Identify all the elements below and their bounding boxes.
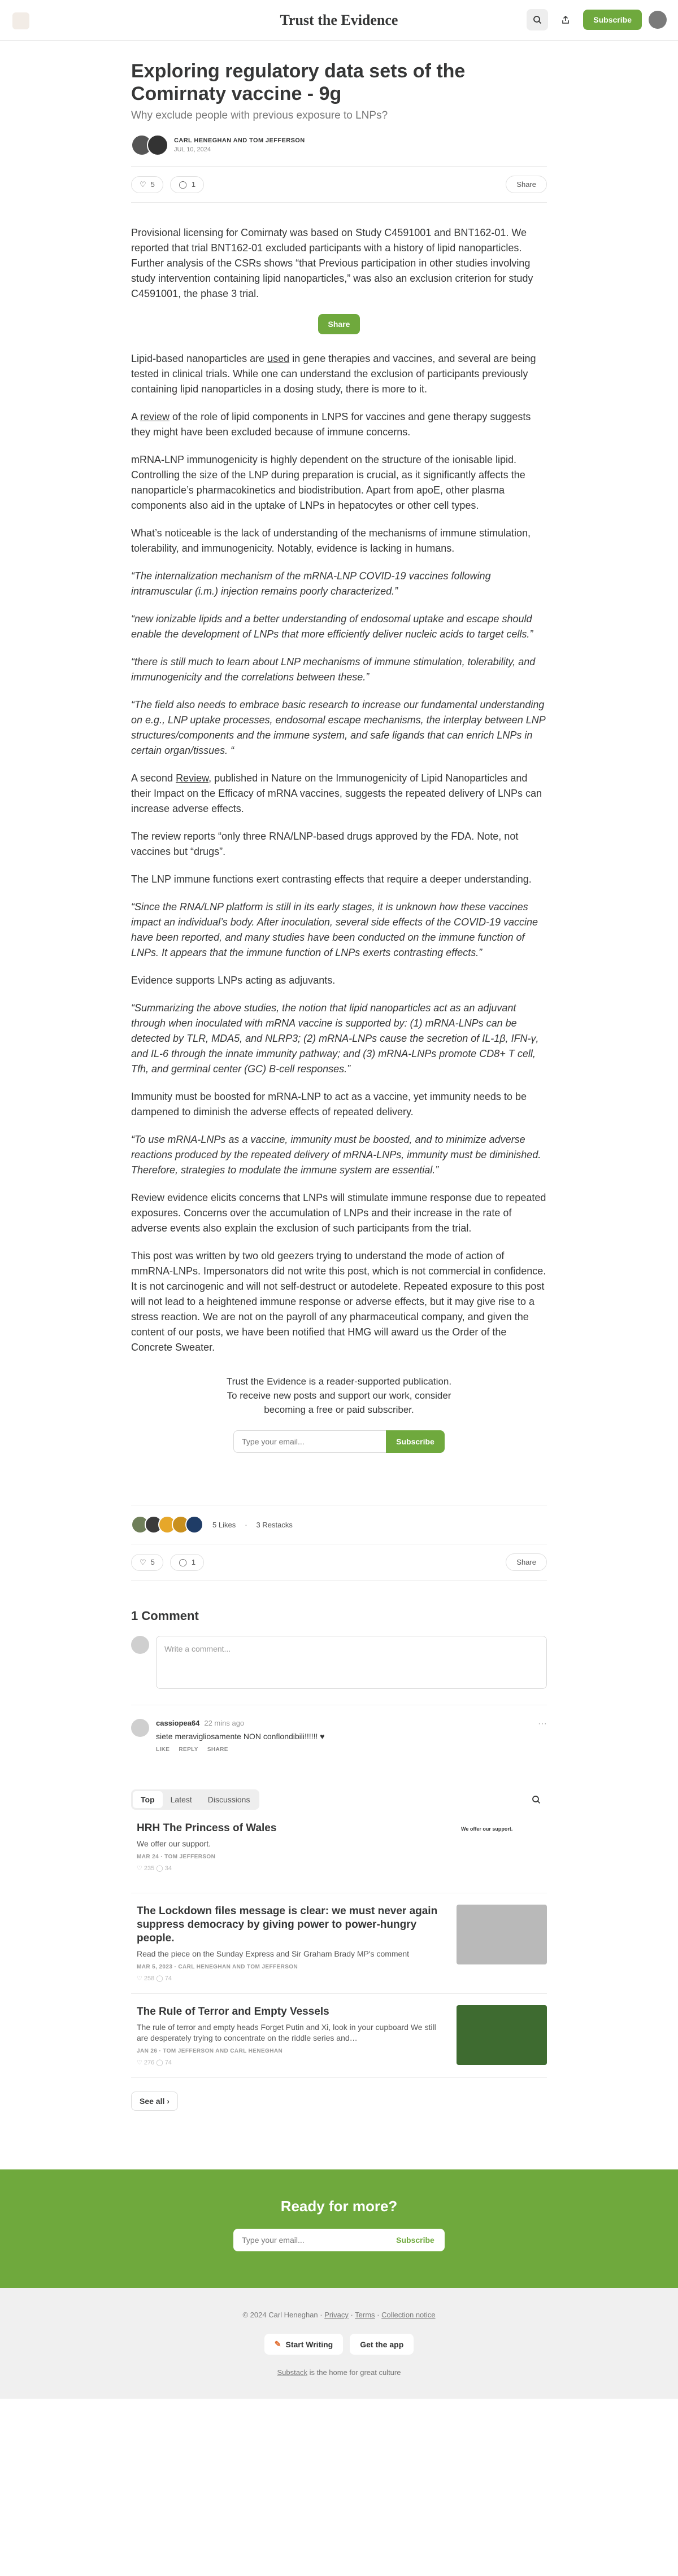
used-link[interactable]: used: [267, 353, 290, 364]
quote: “Since the RNA/LNP platform is still in its early stages, it is unknown how these vaccines impact an individual’s body. After inoculation, several side effects of the COVID-19 vaccine have been reported, and many studies have been conducted on the immune function of LNPs. It appears that the immune function of LNPs exerts contrasting effects.”: [131, 901, 538, 958]
paragraph: A review of the role of lipid components in LNPS for vaccines and gene therapy suggests they might have been excluded because of immune concerns.: [131, 411, 531, 438]
byline: [131, 134, 547, 156]
comment-author[interactable]: cassiopea64: [156, 1719, 200, 1727]
like-button-bottom[interactable]: ♡ 5: [131, 1554, 163, 1571]
share-icon[interactable]: [555, 9, 576, 30]
subscribe-submit-button[interactable]: Subscribe: [386, 1430, 445, 1453]
archive-item-desc: We offer our support.: [137, 1839, 211, 1848]
second-review-link[interactable]: Review: [176, 772, 209, 784]
quote: “new ionizable lipids and a better understanding of endosomal uptake and escape should enable the development of LNPs that more efficiently deliver nucleic acids to target cells.”: [131, 613, 533, 640]
restacks-count[interactable]: 3 Restacks: [256, 1520, 293, 1529]
archive-item[interactable]: [131, 1810, 547, 1893]
terms-link[interactable]: Terms: [355, 2311, 375, 2319]
comment-button[interactable]: ◯ 1: [170, 176, 204, 193]
comment-text: siete meravigliosamente NON conflondibili!!!!!! ♥: [156, 1732, 325, 1741]
search-icon[interactable]: [527, 9, 548, 30]
ready-heading: Ready for more?: [280, 2198, 398, 2215]
post-authors[interactable]: CARL HENEGHAN AND TOM JEFFERSON: [174, 137, 305, 144]
subscribe-widget: [220, 1374, 458, 1453]
archive-item-meta: MAR 24 · TOM JEFFERSON: [137, 1854, 216, 1860]
author-avatars[interactable]: [131, 134, 168, 156]
paragraph: What’s noticeable is the lack of understanding of the mechanisms of immune stimulation, tolerability, and immunogenicity. Notably, evidence is lacking in humans.: [131, 527, 531, 554]
comment: [131, 1705, 547, 1753]
quote: “The internalization mechanism of the mRNA-LNP COVID-19 vaccines following intramuscular (i.m.) injection remains poorly characterized.”: [131, 570, 491, 597]
collection-notice-link[interactable]: Collection notice: [381, 2311, 436, 2319]
comment-reply-button[interactable]: REPLY: [179, 1747, 198, 1753]
share-button-inline[interactable]: Share: [318, 314, 360, 334]
archive-item-stats: ♡ 258 ◯ 74: [137, 1975, 172, 1982]
publication-logo[interactable]: [12, 12, 29, 29]
share-button[interactable]: Share: [506, 176, 547, 193]
comment-time: 22 mins ago: [204, 1719, 245, 1727]
paragraph: A second Review, published in Nature on the Immunogenicity of Lipid Nanoparticles and their Impact on the Efficacy of mRNA vaccines, suggests the repeated delivery of LNPs can increase adverse effects.: [131, 772, 542, 814]
pen-icon: ✎: [274, 2339, 281, 2348]
ready-subscribe-form: [0, 2229, 678, 2251]
post-title: Exploring regulatory data sets of the Comirnaty vaccine - 9g: [131, 60, 466, 104]
liker-avatars[interactable]: [131, 1516, 203, 1534]
archive-tabs-row: [131, 1789, 547, 1810]
archive-item-meta: JAN 26 · TOM JEFFERSON AND CARL HENEGHAN: [137, 2048, 283, 2054]
see-all-button[interactable]: See all ›: [131, 2092, 178, 2111]
comment-composer: [131, 1636, 547, 1689]
archive-item-stats: ♡ 276 ◯ 74: [137, 2059, 172, 2066]
paragraph: Lipid-based nanoparticles are used in gene therapies and vaccines, and several are being tested in clinical trials. While one can understand the exclusion of participants previously containing lipid nanoparticles in a dosing study, there is more to it.: [131, 353, 536, 395]
paragraph: Provisional licensing for Comirnaty was based on Study C4591001 and BNT162-01. We reported that trial BNT162-01 excluded participants with a history of lipid nanoparticles. Further analysis of the CSRs shows “that Previous participation in other studies involving study intervention containing lipid nanoparticles,” was also an exclusion criterion for study C4591001, the phase 3 trial.: [131, 227, 533, 299]
archive-item-title[interactable]: The Rule of Terror and Empty Vessels: [137, 2006, 329, 2018]
ready-email-input[interactable]: [233, 2229, 386, 2251]
share-button-bottom[interactable]: Share: [506, 1553, 547, 1571]
paragraph: The review reports “only three RNA/LNP-based drugs approved by the FDA. Note, not vaccines but “drugs”.: [131, 831, 519, 857]
subscribe-button[interactable]: Subscribe: [583, 10, 642, 30]
tab-discussions[interactable]: Discussions: [207, 1795, 250, 1804]
comment-icon: ◯: [179, 180, 187, 189]
comments-heading: 1 Comment: [131, 1609, 199, 1623]
topbar-actions: [527, 9, 667, 30]
site-title[interactable]: Trust the Evidence: [280, 11, 398, 28]
archive-list: [131, 1810, 547, 2078]
archive-item-thumbnail[interactable]: We offer our support.: [457, 1822, 547, 1881]
archive-item-title[interactable]: The Lockdown files message is clear: we must never again suppress democracy by giving power to power-hungry people.: [137, 1905, 438, 1944]
user-avatar[interactable]: [649, 11, 667, 29]
tab-top[interactable]: Top: [133, 1791, 163, 1808]
archive-tabs: [131, 1789, 259, 1810]
subscribe-text: Trust the Evidence is a reader-supported publication. To receive new posts and support our work, consider becoming a free or paid subscriber.: [226, 1376, 452, 1415]
paragraph: Review evidence elicits concerns that LNPs will stimulate immune response due to repeated exposures. Concerns over the accumulation of LNPs and their increase in the rate of adverse events also explain the exclusion of such participants from the trial.: [131, 1192, 546, 1234]
paragraph: Immunity must be boosted for mRNA-LNP to act as a vaccine, yet immunity needs to be dampened to diminish the adverse effects of repeated delivery.: [131, 1091, 527, 1117]
comment-input[interactable]: Write a comment...: [156, 1636, 547, 1689]
archive-item-thumbnail[interactable]: [457, 2005, 547, 2065]
comment-icon: ◯: [179, 1557, 187, 1566]
bottom-actions-bar: [131, 1544, 547, 1580]
quote: “there is still much to learn about LNP mechanisms of immune stimulation, tolerability, and immunogenicity and the correlations between these.”: [131, 656, 536, 683]
liker-avatar[interactable]: [185, 1516, 203, 1534]
post-date: JUL 10, 2024: [174, 146, 211, 153]
archive-item-meta: MAR 5, 2023 · CARL HENEGHAN AND TOM JEFFERSON: [137, 1964, 298, 1970]
ready-for-more: [0, 2169, 678, 2288]
privacy-link[interactable]: Privacy: [324, 2311, 349, 2319]
likes-row: 5 Likes · 3 Restacks: [131, 1516, 547, 1534]
review-link[interactable]: review: [140, 411, 170, 422]
post-body: [131, 225, 547, 1355]
comment-share-button[interactable]: SHARE: [207, 1747, 228, 1753]
more-icon[interactable]: ···: [538, 1719, 547, 1728]
archive-item[interactable]: [131, 1893, 547, 1994]
quote: “The field also needs to embrace basic research to increase our fundamental understanding on e.g., LNP uptake processes, endosomal escape mechanisms, the interplay between LNP structures/components and the immune system, and safe ligands that can enrich LNPs in certain organ/tissues. “: [131, 699, 546, 756]
email-input[interactable]: [233, 1430, 386, 1453]
paragraph: The LNP immune functions exert contrasting effects that require a deeper understanding.: [131, 874, 532, 885]
paragraph: Evidence supports LNPs acting as adjuvants.: [131, 975, 336, 986]
start-writing-button[interactable]: ✎ Start Writing: [264, 2334, 343, 2355]
quote: “Summarizing the above studies, the notion that lipid nanoparticles act as an adjuvant through when inoculated with mRNA vaccine is supported by: (1) mRNA-LNPs can be detected by TLR, MDA5, and NLRP3; (2) mRNA-LNPs cause the secretion of IL-1β, IFN-γ, and IL-6 through the innate immunity pathway; and (3) mRNA-LNPs promote CD8+ T cell, Tfh, and germinal center (GC) B-cell responses.”: [131, 1002, 539, 1075]
copyright: © 2024 Carl Heneghan: [242, 2311, 318, 2319]
archive-item[interactable]: [131, 1994, 547, 2078]
avatar: [131, 1636, 149, 1654]
archive-item-stats: ♡ 235 ◯ 34: [137, 1865, 172, 1872]
paragraph: This post was written by two old geezers trying to understand the mode of action of mmRNA-LNPs. Impersonators did not write this post, which is not commercial in confidence. It is not carcinogenic and will not self-destruct or autodelete. Repeated exposure to this post will not lead to a heightened immune response or adverse effects, but it may give rise to a stress reaction. We are not on the payroll of any pharmaceutical company, and given the content of our posts, we have been notified that HMG will award us the Order of the Concrete Sweater.: [131, 1250, 546, 1353]
comment-like-button[interactable]: LIKE: [156, 1747, 170, 1753]
archive-search-icon[interactable]: [525, 1789, 547, 1810]
archive-item-title[interactable]: HRH The Princess of Wales: [137, 1822, 277, 1834]
archive-item-desc: Read the piece on the Sunday Express and Sir Graham Brady MP's comment: [137, 1949, 410, 1958]
substack-link[interactable]: Substack: [277, 2368, 307, 2377]
archive-item-thumbnail[interactable]: [457, 1905, 547, 1964]
commenter-avatar[interactable]: [131, 1719, 149, 1737]
heart-icon: ♡: [140, 1557, 146, 1566]
ready-subscribe-button[interactable]: Subscribe: [386, 2229, 445, 2251]
likes-count[interactable]: 5 Likes: [212, 1520, 236, 1529]
paragraph: mRNA-LNP immunogenicity is highly dependent on the structure of the ionisable lipid. Controlling the size of the LNP during preparation is crucial, as it significantly affects the nanoparticle’s pharmacokinetics and biodistribution. Apart from apoE, other plasma components also aid in the uptake of LNPs in hepatocytes or other cell types.: [131, 454, 525, 511]
heart-icon: ♡: [140, 180, 146, 189]
subscribe-form: [220, 1430, 458, 1453]
top-bar: [0, 0, 678, 41]
quote: “To use mRNA-LNPs as a vaccine, immunity must be boosted, and to minimize adverse reactions produced by the repeated delivery of mRNA-LNPs, immunity must be diminished. Therefore, strategies to modulate the immune system are essential.”: [131, 1134, 541, 1176]
post-subtitle: Why exclude people with previous exposure to LNPs?: [131, 110, 388, 121]
post-actions-bar: [131, 166, 547, 203]
post-container: [131, 60, 547, 2111]
comment-button-bottom[interactable]: ◯ 1: [170, 1554, 204, 1571]
like-button[interactable]: ♡ 5: [131, 176, 163, 193]
tab-latest[interactable]: Latest: [170, 1795, 192, 1804]
archive-item-desc: The rule of terror and empty heads Forget Putin and Xi, look in your cupboard We still are desperately trying to concentrate on the riddle series and…: [137, 2023, 436, 2042]
footer: © 2024 Carl Heneghan · Privacy · Terms · Collection notice ✎ Start Writing Get the app Substack is the home for great culture: [0, 2288, 678, 2399]
chevron-right-icon: ›: [167, 2097, 169, 2106]
get-app-button[interactable]: Get the app: [350, 2334, 414, 2355]
